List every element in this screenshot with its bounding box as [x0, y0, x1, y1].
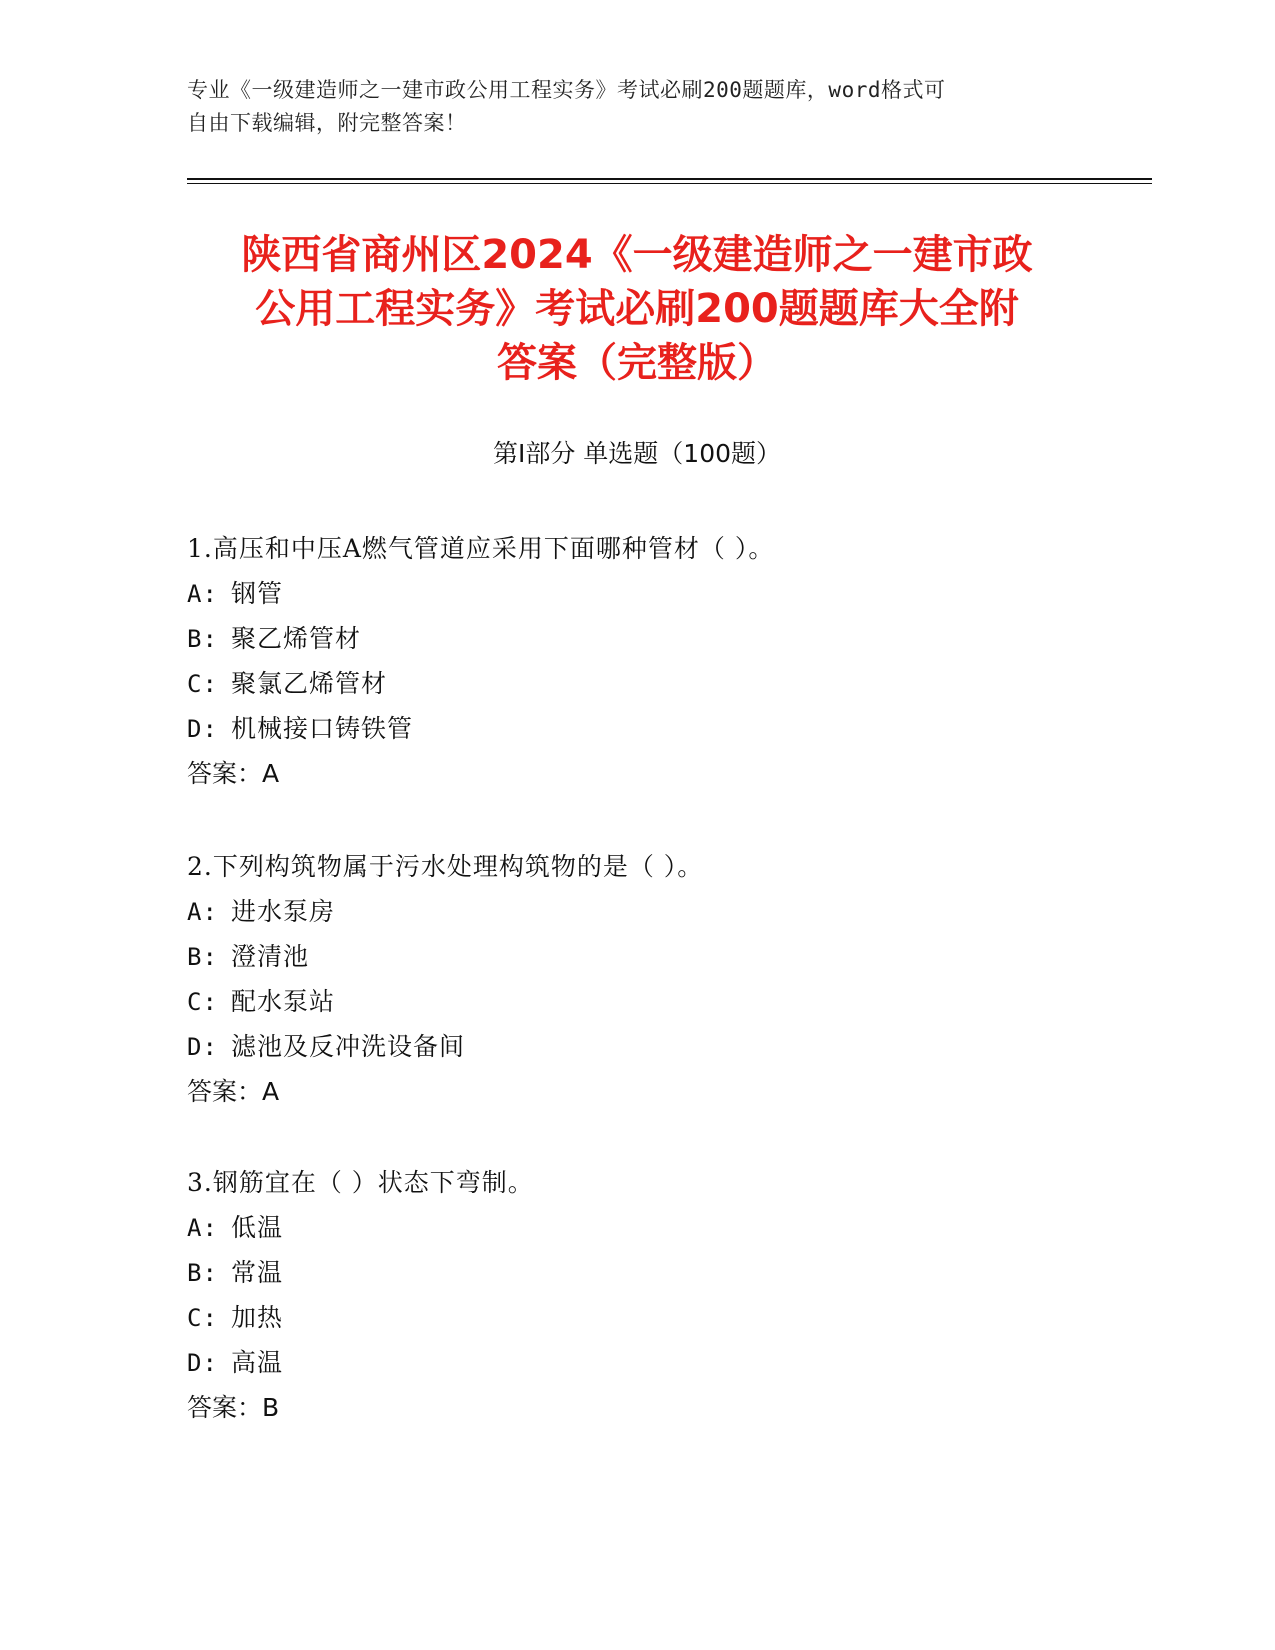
header-rule-thin	[187, 183, 1152, 184]
option-letter: D:	[187, 715, 218, 743]
option-d	[187, 706, 1107, 751]
document-title	[187, 228, 1087, 390]
option-letter: B:	[187, 1259, 218, 1287]
option-text: 常温	[231, 1258, 284, 1287]
option-text: 配水泵站	[231, 987, 336, 1016]
option-letter: A:	[187, 1214, 218, 1242]
question-stem: 3.钢筋宜在（ ）状态下弯制。	[187, 1168, 534, 1197]
header-note	[187, 74, 1067, 140]
header-rule-thick	[187, 178, 1152, 180]
question-stem: 2.下列构筑物属于污水处理构筑物的是（ ）。	[187, 852, 704, 881]
option-b	[187, 1250, 1107, 1295]
option-text: 澄清池	[231, 942, 310, 971]
option-d	[187, 1340, 1107, 1385]
option-text: 滤池及反冲洗设备间	[231, 1032, 466, 1061]
header-note-line-2: 自由下载编辑，附完整答案！	[187, 111, 467, 135]
option-letter: A:	[187, 580, 218, 608]
option-letter: A:	[187, 898, 218, 926]
option-text: 进水泵房	[231, 897, 336, 926]
option-text: 低温	[231, 1213, 284, 1242]
option-a	[187, 889, 1107, 934]
question-stem: 1.高压和中压A燃气管道应采用下面哪种管材（ ）。	[187, 534, 775, 563]
option-c	[187, 979, 1107, 1024]
answer: 答案：A	[187, 759, 280, 788]
option-text: 聚氯乙烯管材	[231, 669, 388, 698]
option-d	[187, 1024, 1107, 1069]
option-c	[187, 1295, 1107, 1340]
answer: 答案：A	[187, 1077, 280, 1106]
answer: 答案：B	[187, 1393, 280, 1422]
question-2	[187, 844, 1107, 1114]
option-letter: C:	[187, 1304, 218, 1332]
option-c	[187, 661, 1107, 706]
option-text: 聚乙烯管材	[231, 624, 362, 653]
question-3	[187, 1160, 1107, 1430]
option-text: 高温	[231, 1348, 284, 1377]
title-line-1: 陕西省商州区2024《一级建造师之一建市政	[241, 232, 1033, 278]
option-letter: B:	[187, 625, 218, 653]
option-b	[187, 616, 1107, 661]
option-letter: D:	[187, 1033, 218, 1061]
option-b	[187, 934, 1107, 979]
option-a	[187, 571, 1107, 616]
option-letter: D:	[187, 1349, 218, 1377]
title-line-3: 答案（完整版）	[497, 340, 777, 386]
header-note-line-1: 专业《一级建造师之一建市政公用工程实务》考试必刷200题题库，word格式可	[187, 78, 946, 102]
option-letter: C:	[187, 670, 218, 698]
option-text: 加热	[231, 1303, 284, 1332]
section-title: 第Ⅰ部分 单选题（100题）	[492, 439, 782, 468]
option-text: 钢管	[231, 579, 284, 608]
option-text: 机械接口铸铁管	[231, 714, 414, 743]
title-line-2: 公用工程实务》考试必刷200题题库大全附	[255, 286, 1019, 332]
option-letter: C:	[187, 988, 218, 1016]
question-1	[187, 526, 1107, 796]
option-letter: B:	[187, 943, 218, 971]
option-a	[187, 1205, 1107, 1250]
